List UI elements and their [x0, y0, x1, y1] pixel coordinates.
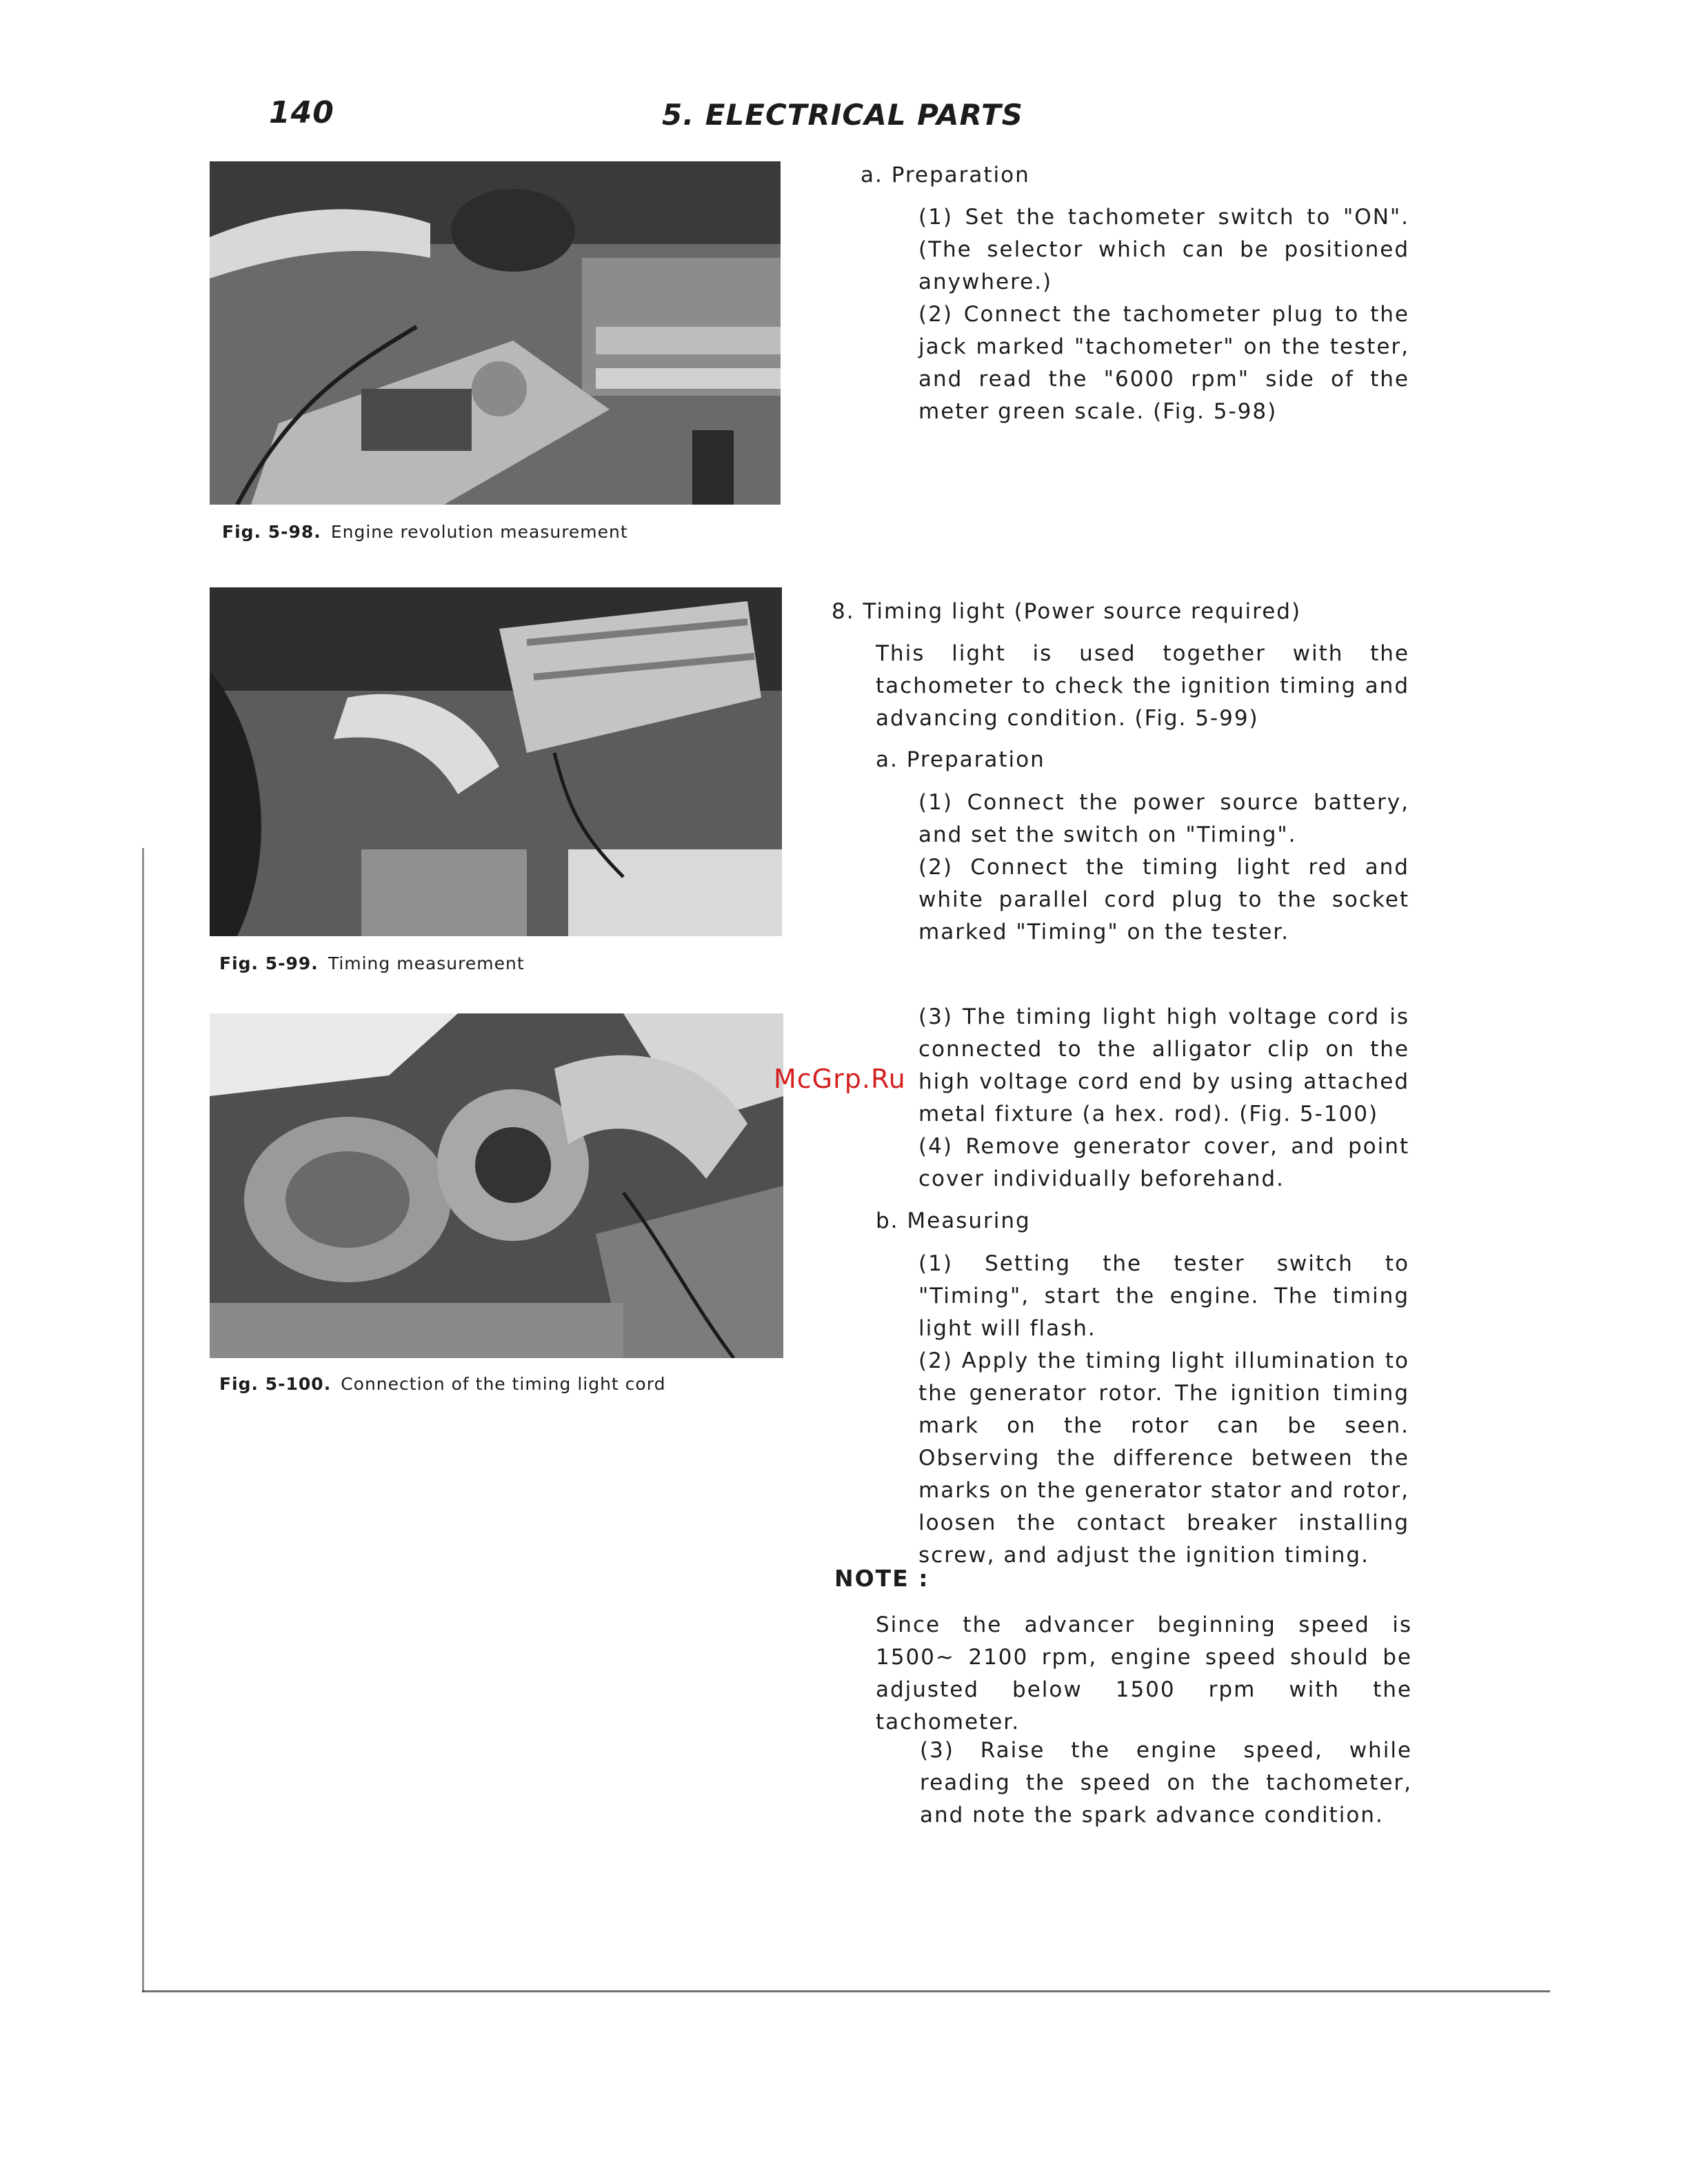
section-8-measure-heading: b. Measuring [876, 1209, 1031, 1233]
figure-label: Fig. 5-98. [222, 522, 321, 542]
figure-label: Fig. 5-100. [219, 1374, 332, 1394]
prep-step-4: (4) Remove generator cover, and point cover individually beforehand. [918, 1134, 1409, 1191]
final-step-text: (3) Raise the engine speed, while reading the speed on the tachometer, and note the spark advance condition. [920, 1738, 1412, 1828]
section-a-steps [918, 201, 1409, 428]
left-scan-edge [142, 848, 144, 1992]
measure-step-2: (2) Apply the timing light illumination to the generator rotor. The ignition timing mark on the rotor can be seen. Observing the difference between the marks on the generator stator and rotor, loosen the contact breaker installing screw, and adjust the ignition timing. [918, 1348, 1409, 1568]
section-8-prep-heading: a. Preparation [876, 747, 1045, 772]
watermark: McGrp.Ru [774, 1064, 906, 1094]
prep-step-3: (3) The timing light high voltage cord is connected to the alligator clip on the high voltage cord end by using attached metal fixture (a hex. rod). (Fig. 5-100) [918, 1004, 1409, 1126]
section-8-measure-steps [918, 1248, 1409, 1572]
figure-caption-text: Timing measurement [328, 953, 525, 973]
measure-step-1: (1) Setting the tester switch to "Timing", start the engine. The timing light will flash. [918, 1251, 1409, 1341]
page-title: 5. ELECTRICAL PARTS [662, 98, 1023, 132]
section-a-heading: a. Preparation [861, 163, 1030, 188]
figure-5-100-photo [210, 1013, 783, 1358]
bottom-scan-edge [142, 1990, 1550, 1992]
final-step [920, 1735, 1412, 1832]
figure-5-99-photo [210, 587, 782, 936]
figure-caption-text: Connection of the timing light cord [341, 1374, 666, 1394]
figure-caption-text: Engine revolution measurement [330, 522, 628, 542]
prep-step-1: (1) Connect the power source battery, and set the switch on "Timing". [918, 790, 1409, 847]
figure-5-98-photo [210, 161, 781, 505]
figure-5-100-caption [219, 1374, 665, 1394]
section-a-step-2: (2) Connect the tachometer plug to the jack marked "tachometer" on the tester, and read the "6000 rpm" side of the meter green scale. (Fig. 5-98) [918, 302, 1409, 424]
section-8-intro [876, 638, 1409, 735]
figure-label: Fig. 5-99. [219, 953, 319, 973]
prep-step-2: (2) Connect the timing light red and white parallel cord plug to the socket marked "Timing" on the tester. [918, 855, 1409, 944]
section-8-prep-steps-b [918, 1001, 1409, 1195]
section-8-heading: 8. Timing light (Power source required) [832, 599, 1302, 624]
section-a-step-1: (1) Set the tachometer switch to "ON". (The selector which can be positioned anywhere.) [918, 205, 1409, 294]
figure-5-99-caption [219, 953, 525, 973]
note-text: Since the advancer beginning speed is 1500~ 2100 rpm, engine speed should be adjusted below 1500 rpm with the tachometer. [876, 1612, 1412, 1735]
section-8-prep-steps-a [918, 787, 1409, 949]
section-8-intro-text: This light is used together with the tachometer to check the ignition timing and advancing condition. (Fig. 5-99) [876, 641, 1409, 731]
note-label: NOTE : [834, 1565, 930, 1592]
note-body [876, 1609, 1412, 1739]
page-number: 140 [269, 95, 334, 130]
figure-5-98-caption [222, 522, 628, 542]
